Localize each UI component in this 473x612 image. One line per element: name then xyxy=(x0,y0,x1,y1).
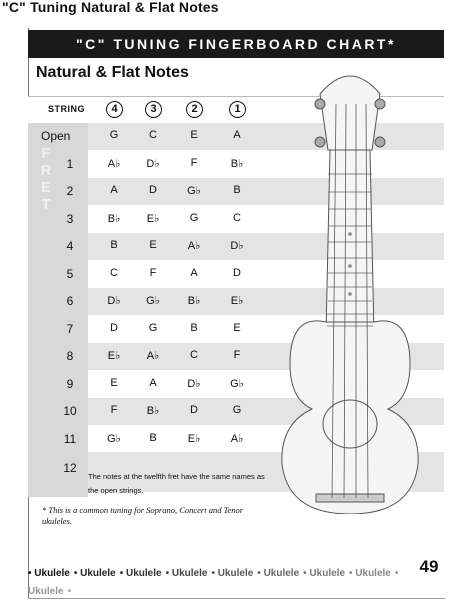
bottom-bar-word: • Ukulele xyxy=(165,568,208,579)
fret-note: E♭ xyxy=(187,433,201,445)
fret-number: 11 xyxy=(63,432,77,446)
fret-label-letter: R xyxy=(40,162,52,179)
fret-note: A xyxy=(149,377,157,389)
chart-banner: "C" TUNING FINGERBOARD CHART* xyxy=(28,30,444,58)
bottom-bar-word: • Ukulele xyxy=(28,568,70,579)
fret-note: G♭ xyxy=(187,185,201,197)
string-number-circle: 4 xyxy=(106,101,123,118)
bottom-bar-word: • Ukulele xyxy=(349,568,391,579)
fret-note: F xyxy=(190,157,198,169)
open-label: Open xyxy=(41,129,71,143)
fret-number: 1 xyxy=(66,157,74,171)
fret-note: G xyxy=(148,322,158,334)
fret-vertical-label xyxy=(40,145,52,213)
fret-note: A♭ xyxy=(107,158,121,170)
string-number-circle: 1 xyxy=(229,101,246,118)
bottom-bar-word: • xyxy=(67,586,72,597)
fret-note: D♭ xyxy=(187,378,201,390)
fret-number: 2 xyxy=(66,184,74,198)
ukulele-illustration xyxy=(280,64,450,514)
fret-number: 10 xyxy=(63,404,77,418)
bottom-bar-word: • Ukulele xyxy=(303,568,346,579)
fret-number: 7 xyxy=(66,322,74,336)
fret-number: 8 xyxy=(66,349,74,363)
fret-note: F xyxy=(233,349,241,361)
fret-note: C xyxy=(110,267,118,279)
fret-note: E♭ xyxy=(146,213,160,225)
fret-note: C xyxy=(190,349,198,361)
open-note: C xyxy=(149,129,157,141)
string-number-circle: 2 xyxy=(186,101,203,118)
bottom-ukulele-bar xyxy=(28,563,418,597)
string-number-circle: 3 xyxy=(145,101,162,118)
bottom-bar-word: • Ukulele xyxy=(28,568,399,597)
fret-note: G xyxy=(189,212,199,224)
fret-note: D xyxy=(233,267,241,279)
fret-note: C xyxy=(233,212,241,224)
fret-note: B xyxy=(190,322,198,334)
fret-label-letter: E xyxy=(40,179,51,196)
open-note: E xyxy=(190,129,198,141)
fret-note: F xyxy=(110,404,118,416)
page-number: 49 xyxy=(414,553,444,581)
fret-note: B xyxy=(110,239,118,251)
footnote: * This is a common tuning for Soprano, Concert and Tenor ukuleles. xyxy=(42,505,244,526)
bottom-bar-word: • Ukulele xyxy=(257,568,300,579)
fret-number: 9 xyxy=(66,377,74,391)
fret-note: E♭ xyxy=(230,295,244,307)
fret-note: D♭ xyxy=(146,158,160,170)
fret-number: 3 xyxy=(66,212,74,226)
fret-note: G♭ xyxy=(146,295,160,307)
fret-note: A xyxy=(110,184,118,196)
fret-note: F xyxy=(149,267,157,279)
fret-note: E xyxy=(149,239,157,251)
twelfth-fret-note: The notes at the twelfth fret have the same names as the open strings. xyxy=(88,472,265,495)
string-header-label: STRING xyxy=(48,104,86,114)
fret-note: B xyxy=(233,184,241,196)
fret-note: A xyxy=(190,267,198,279)
fret-note: G xyxy=(232,404,242,416)
fret-note: D xyxy=(190,404,198,416)
page-header-title: "C" Tuning Natural & Flat Notes xyxy=(2,0,219,15)
fret-note: G♭ xyxy=(230,378,244,390)
fret-note: A♭ xyxy=(230,433,244,445)
fret-note: B♭ xyxy=(230,158,244,170)
fret-note: B♭ xyxy=(107,213,121,225)
bottom-bar-word: • Ukulele xyxy=(211,568,254,579)
chart-subtitle: Natural & Flat Notes xyxy=(36,64,189,81)
fret-note: E♭ xyxy=(107,350,121,362)
fret-number: 5 xyxy=(66,267,74,281)
fret-note: B♭ xyxy=(146,405,160,417)
fret-number: 6 xyxy=(66,294,74,308)
fret-note: E xyxy=(233,322,241,334)
fret-note: D♭ xyxy=(230,240,244,252)
fret-number: 4 xyxy=(66,239,74,253)
open-note: G xyxy=(109,129,119,141)
open-note: A xyxy=(233,129,241,141)
bottom-bar-word: • Ukulele xyxy=(119,568,162,579)
fret-note: E xyxy=(110,377,118,389)
fret-note: A♭ xyxy=(187,240,201,252)
fret-note: D xyxy=(149,184,157,196)
fret-note: A♭ xyxy=(146,350,160,362)
fret-note: D♭ xyxy=(107,295,121,307)
fret-note: B♭ xyxy=(187,295,201,307)
bottom-bar-word: • Ukulele xyxy=(73,568,116,579)
fret-note: D xyxy=(110,322,118,334)
fret-label-letter: T xyxy=(41,196,51,213)
fret-number: 12 xyxy=(63,461,77,475)
fret-note: B xyxy=(149,432,157,444)
fret-label-letter: F xyxy=(41,145,51,162)
fret-note: G♭ xyxy=(107,433,121,445)
